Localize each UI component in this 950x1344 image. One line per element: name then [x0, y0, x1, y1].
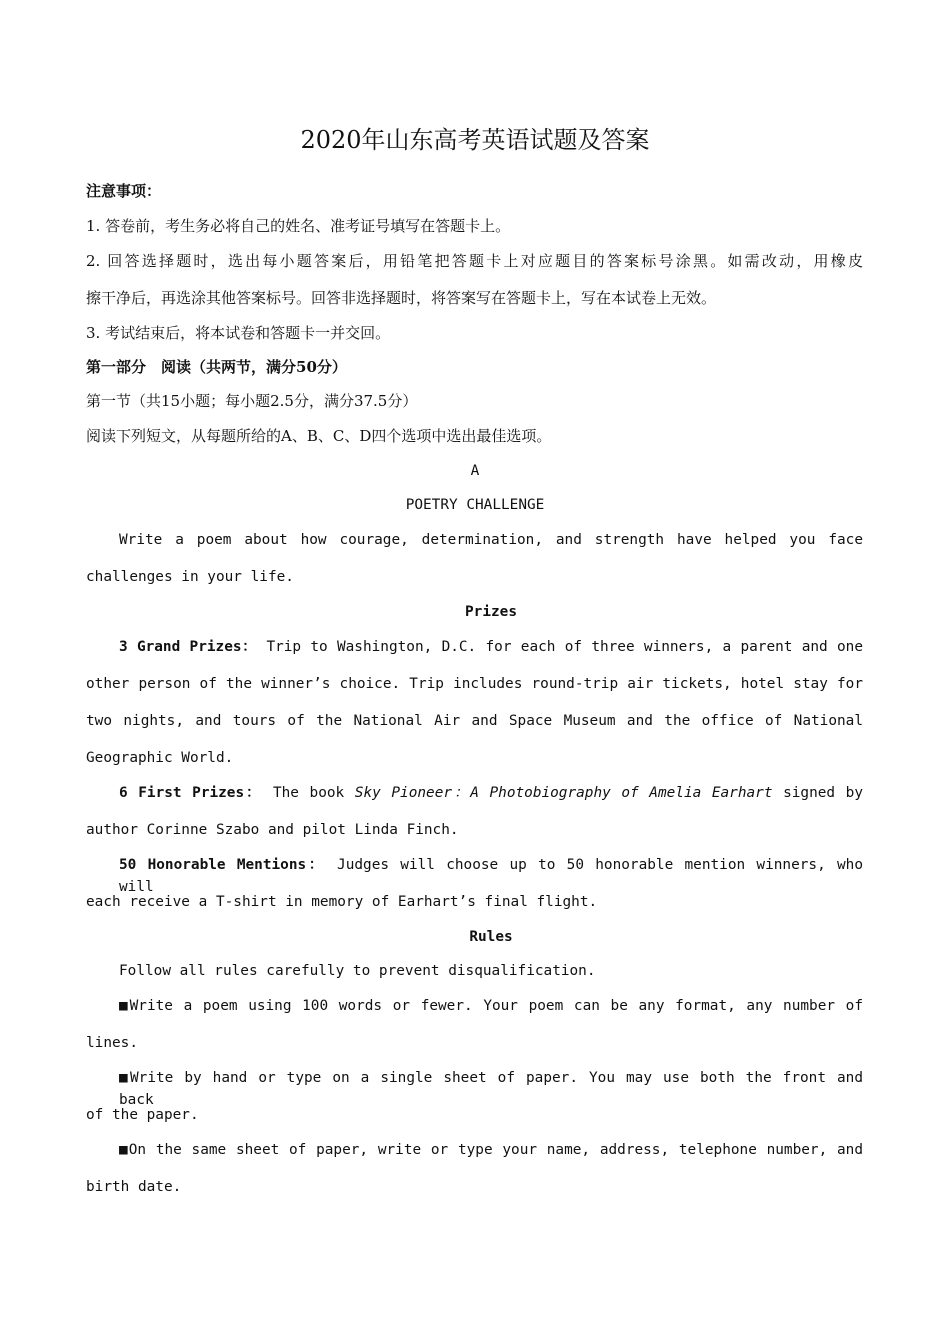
section-1-heading: 第一节（共15小题；每小题2.5分，满分37.5分） — [86, 392, 418, 410]
rule-2-line-2: of the paper. — [86, 1107, 199, 1123]
notice-item-2-line-1: 2. 回答选择题时，选出每小题答案后，用铅笔把答题卡上对应题目的答案标号涂黑。如需改动，用橡皮 — [86, 252, 863, 270]
first-prizes-label: 6 First Prizes： — [119, 785, 263, 801]
rules-heading: Rules — [469, 929, 513, 945]
reading-instruction: 阅读下列短文，从每题所给的A、B、C、D四个选项中选出最佳选项。 — [86, 427, 552, 445]
rule-3-line-1: ■On the same sheet of paper, write or type your name, address, telephone number, and — [119, 1142, 863, 1158]
grand-prizes-line-2: other person of the winner’s choice. Trip includes round-trip air tickets, hotel stay for — [86, 676, 863, 692]
first-prizes-line-2: author Corinne Szabo and pilot Linda Finch. — [86, 822, 459, 838]
grand-prizes-line-3: two nights, and tours of the National Air and Space Museum and the office of National — [86, 713, 863, 729]
rule-1-line-2: lines. — [86, 1035, 138, 1051]
passage-heading: POETRY CHALLENGE — [405, 497, 545, 513]
part-1-heading: 第一部分 阅读（共两节，满分50分） — [86, 358, 347, 376]
rule-3-line-2: birth date. — [86, 1179, 182, 1195]
grand-prizes-line-4: Geographic World. — [86, 750, 234, 766]
first-prizes-pre: The book — [272, 785, 345, 801]
grand-prizes-label: 3 Grand Prizes： — [119, 639, 258, 655]
passage-letter: A — [470, 463, 480, 479]
grand-prizes-text: Trip to Washington, D.C. for each of three winners, a parent and one — [266, 639, 863, 655]
rules-intro: Follow all rules carefully to prevent disqualification. — [119, 963, 596, 979]
rule-1-line-1: ■Write a poem using 100 words or fewer. Your poem can be any format, any number of — [119, 998, 863, 1014]
intro-line-2: challenges in your life. — [86, 569, 294, 585]
page-title: 2020年山东高考英语试题及答案 — [300, 126, 650, 154]
notice-item-3: 3. 考试结束后，将本试卷和答题卡一并交回。 — [86, 324, 391, 342]
rule-2-line-1: ■Write by hand or type on a single sheet of paper. You may use both the front and back — [119, 1070, 863, 1108]
prizes-heading: Prizes — [465, 604, 517, 620]
notice-item-2-line-2: 擦干净后，再选涂其他答案标号。回答非选择题时，将答案写在答题卡上，写在本试卷上无效。 — [86, 289, 717, 307]
intro-line-1: Write a poem about how courage, determination, and strength have helped you face — [119, 532, 863, 548]
honorable-mentions-text: Judges will choose up to 50 honorable mention winners, who will — [119, 857, 863, 895]
first-prizes-post: signed by — [783, 785, 864, 801]
honorable-mentions-label: 50 Honorable Mentions： — [119, 857, 326, 873]
grand-prizes-line-1 — [86, 636, 863, 658]
notice-heading: 注意事项： — [86, 182, 162, 200]
first-prizes-line-1 — [86, 782, 863, 804]
honorable-mentions-line-2: each receive a T-shirt in memory of Earhart’s final flight. — [86, 894, 598, 910]
notice-item-1: 1. 答卷前，考生务必将自己的姓名、准考证号填写在答题卡上。 — [86, 217, 511, 235]
book-title: Sky Pioneer：A Photobiography of Amelia Earhart — [354, 785, 773, 801]
